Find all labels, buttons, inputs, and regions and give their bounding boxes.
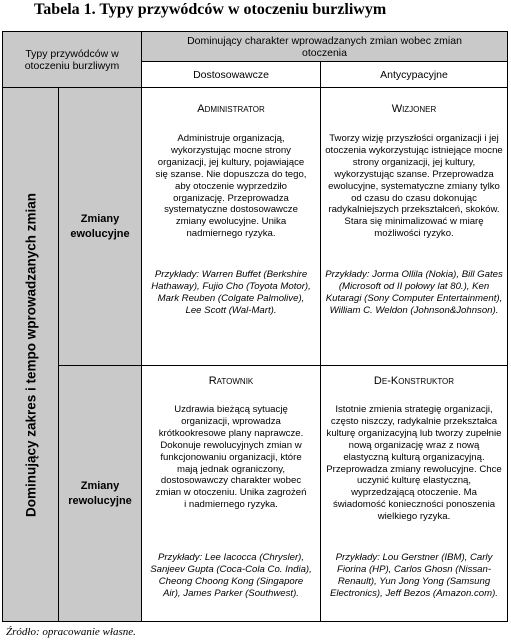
source-note: Źródło: opracowanie własne. — [6, 626, 136, 638]
header-corner-cell — [2, 31, 142, 88]
role-description-visionary: Tworzy wizję przyszłości organizacji i jej otoczenia wykorzystując istniejące mocne strony organizacji, jej kultury, wykorzystując szanse. Przeprowadza ewolucyjne, systematyczne zmiany tylko od czasu do czasu dokonując radykalniejszych przekształceń, skoków. Stara się minimalizować w miarę możliwości ryzyko. — [325, 133, 503, 240]
vertical-label-cell — [2, 87, 59, 622]
row-label-evolutionary — [58, 87, 142, 366]
row-label-revolutionary-text: Zmiany rewolucyjne — [68, 479, 132, 507]
role-examples-de-constructor: Przykłady: Lou Gerstner (IBM), Carly Fiorina (HP), Carlos Ghosn (Nissan-Renault), Yun Jong Yong (Samsung Electronics), Jeff Bezos (Amazon.com). — [330, 552, 498, 599]
role-examples-rescuer: Przykłady: Lee Iacocca (Chrysler), Sanjeev Gupta (Coca-Cola Co. India), Cheong Choong Kong (Singapore Air), James Parker (Southwest). — [150, 552, 312, 599]
column-header-adaptive — [141, 61, 321, 88]
role-description-de-constructor: Istotnie zmienia strategię organizacji, często niszczy, radykalnie przekształca kulturę organizacyjną lub tworzy zupełnie nową organizację wraz z nową elastyczną kulturą organizacyjną. Przeprowadza zmiany rewolucyjne. Chce uczynić kulturę elastyczną, wyprzedzającą otoczenie. Ma świadomość konieczności ponoszenia wielkiego ryzyka. — [326, 404, 502, 523]
role-examples-administrator: Przykłady: Warren Buffet (Berkshire Hathaway), Fujio Cho (Toyota Motor), Mark Reuben (Colgate Palmolive), Lee Scott (Wal-Mart). — [151, 269, 311, 316]
column-header-anticipatory-label: Antycypacyjne — [380, 68, 448, 81]
leader-types-table — [2, 31, 508, 622]
role-name-rescuer: Ratownik — [208, 375, 254, 387]
header-row-col-label: Typy przywódców w otoczeniu burzliwym — [24, 47, 120, 72]
role-description-rescuer: Uzdrawia bieżącą sytuację organizacji, wprowadza krótkookresowe plany naprawcze. Dokonuje rewolucyjnych zmian w funkcjonowaniu organizacji, które mają jednak ograniczony, dostosowawczy charakter wobec zmian w otoczeniu. Unika zagrożeń i nadmiernego ryzyka. — [155, 404, 307, 511]
vertical-label: Dominujący zakres i tempo wprowadzanych zmian — [23, 192, 38, 517]
role-description-administrator: Administruje organizacją, wykorzystując mocne strony organizacji, jej kultury, pojawiające się szanse. Nie dopuszcza do tego, aby otoczenie wyprzedziło organizację. Przeprowadza systematyczne dostosowawcze zmiany ewolucyjne. Unika nadmiernego ryzyka. — [155, 133, 307, 240]
column-header-anticipatory — [320, 61, 508, 88]
cell-visionary — [320, 87, 508, 366]
column-header-adaptive-label: Dostosowawcze — [193, 68, 269, 81]
role-name-de-constructor: De-Konstruktor — [373, 375, 455, 387]
header-dominant-label: Dominujący charakter wprowadzanych zmian wobec zmian otoczenia — [187, 34, 462, 59]
row-label-revolutionary — [58, 365, 142, 622]
table-title: Tabela 1. Typy przywódców w otoczeniu burzliwym — [34, 1, 387, 18]
cell-administrator — [141, 87, 321, 366]
cell-rescuer — [141, 365, 321, 622]
row-label-evolutionary-text: Zmiany ewolucyjne — [70, 212, 130, 240]
role-examples-visionary: Przykłady: Jorma Ollila (Nokia), Bill Gates (Microsoft od II połowy lat 80.), Ken Kutaragi (Sony Computer Entertainment), William C. Weldon (Johnson&Johnson). — [325, 269, 503, 316]
header-dominant-cell — [141, 31, 508, 62]
role-name-administrator: Administrator — [197, 103, 265, 115]
role-name-visionary: Wizjoner — [391, 103, 437, 115]
cell-de-constructor — [320, 365, 508, 622]
